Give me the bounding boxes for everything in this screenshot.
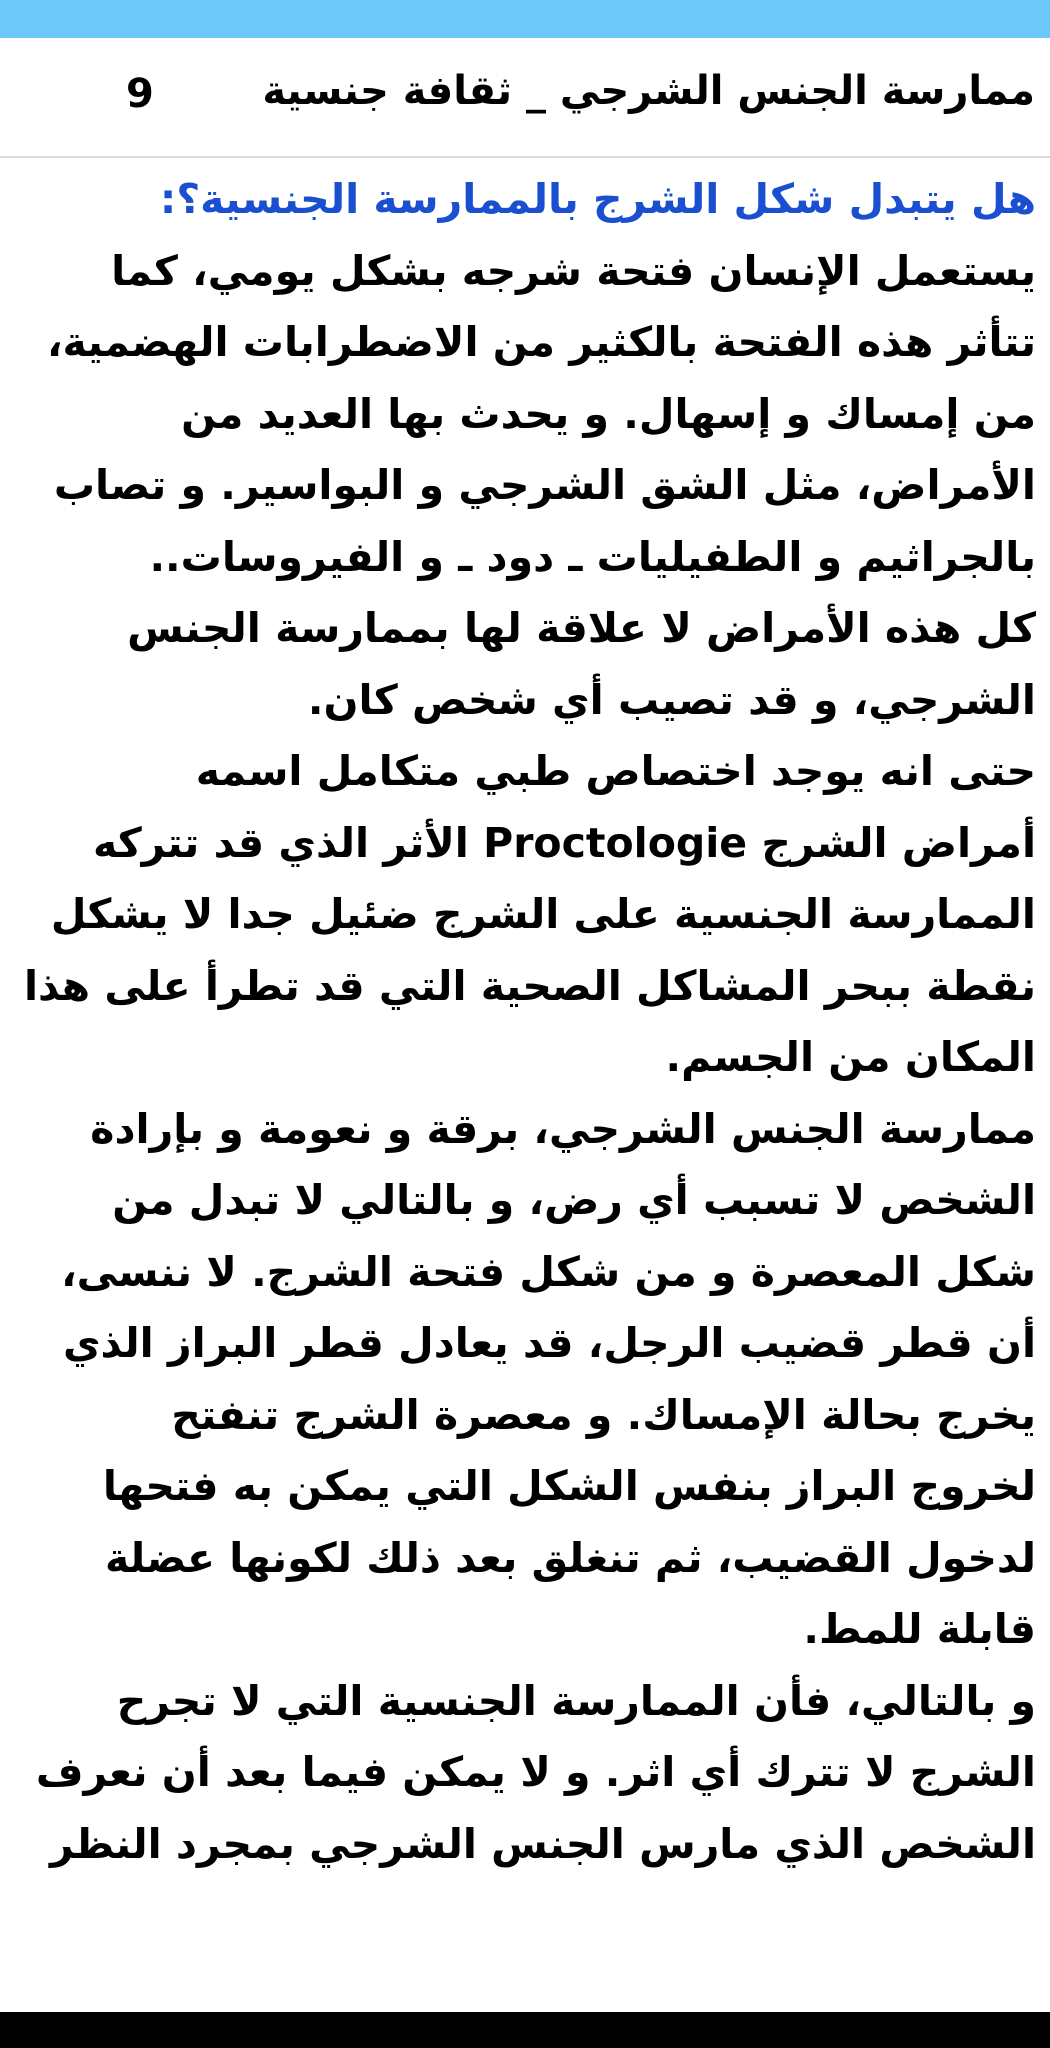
- text-line: الشخص لا تسبب أي رض، و بالتالي لا تبدل من: [112, 1176, 1036, 1224]
- text-line: أن قطر قضيب الرجل، قد يعادل قطر البراز الذي: [62, 1319, 1036, 1367]
- text-line: بالجراثيم و الطفيليات ـ دود ـ و الفيروسات..: [149, 532, 1036, 581]
- text-line: لخروج البراز بنفس الشكل التي يمكن به فتحها: [102, 1462, 1036, 1510]
- page-header: [0, 38, 1050, 156]
- text-line: الشرج لا تترك أي اثر. و لا يمكن فيما بعد أن نعرف: [35, 1748, 1036, 1796]
- text-line: المكان من الجسم.: [665, 1033, 1036, 1081]
- page-number: 9: [126, 71, 154, 117]
- text-line: يخرج بحالة الإمساك. و معصرة الشرج تنفتح: [171, 1390, 1036, 1439]
- status-bar: [0, 0, 1050, 38]
- text-line: أمراض الشرج Proctologie الأثر الذي قد تتركه: [92, 818, 1036, 867]
- navigation-bar: [0, 2012, 1050, 2048]
- article-body: [12, 164, 1036, 1880]
- text-line: حتى انه يوجد اختصاص طبي متكامل اسمه: [195, 747, 1036, 795]
- text-line: قابلة للمط.: [803, 1605, 1036, 1653]
- text-line: نقطة ببحر المشاكل الصحية التي قد تطرأ على هذا: [23, 961, 1036, 1010]
- text-line: الشخص الذي مارس الجنس الشرجي بمجرد النظر: [50, 1819, 1036, 1868]
- text-line: الممارسة الجنسية على الشرج ضئيل جدا لا يشكل: [50, 890, 1036, 938]
- text-line: و بالتالي، فأن الممارسة الجنسية التي لا تجرح: [116, 1676, 1036, 1725]
- text-line: الأمراض، مثل الشق الشرجي و البواسير. و تصاب: [53, 461, 1036, 509]
- text-line: شكل المعصرة و من شكل فتحة الشرج. لا ننسى،: [61, 1247, 1036, 1296]
- header-divider: [0, 156, 1050, 158]
- page-title: ممارسة الجنس الشرجي _ ثقافة جنسية: [262, 68, 1035, 114]
- text-line: لدخول القضيب، ثم تنغلق بعد ذلك لكونها عضلة: [104, 1533, 1036, 1582]
- text-line: الشرجي، و قد تصيب أي شخص كان.: [307, 675, 1036, 724]
- text-line: يستعمل الإنسان فتحة شرجه بشكل يومي، كما: [111, 246, 1036, 295]
- text-line: كل هذه الأمراض لا علاقة لها بممارسة الجنس: [127, 604, 1036, 652]
- text-line: تتأثر هذه الفتحة بالكثير من الاضطرابات الهضمية،: [46, 318, 1036, 366]
- text-line: ممارسة الجنس الشرجي، برقة و نعومة و بإرادة: [90, 1104, 1036, 1153]
- question-heading: هل يتبدل شكل الشرج بالممارسة الجنسية؟:: [159, 175, 1036, 223]
- text-line: من إمساك و إسهال. و يحدث بها العديد من: [181, 389, 1036, 438]
